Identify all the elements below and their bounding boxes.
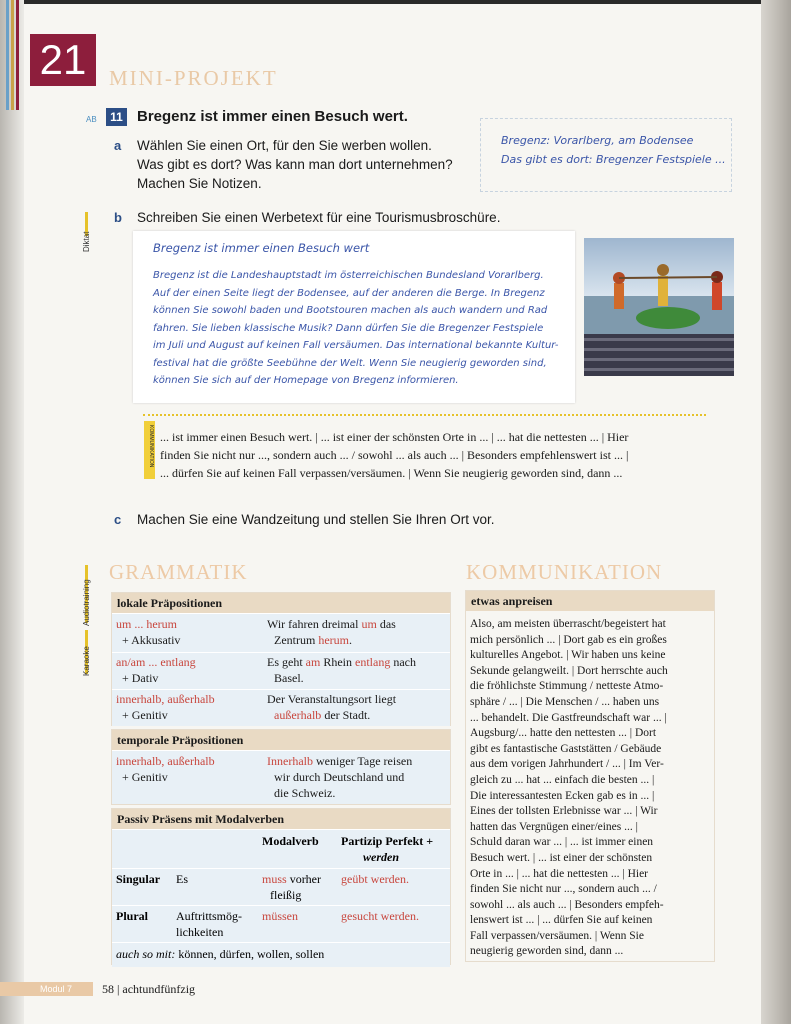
task-number: 11 (106, 108, 127, 126)
subject: Auftrittsmög- (176, 909, 242, 923)
kommunikation-line: Augsburg/... hatte den nettesten ... | Dort (470, 727, 657, 740)
partizip: geübt werden. (341, 872, 409, 886)
row-label: Singular (116, 872, 161, 886)
festival-photo-graphic (584, 238, 734, 376)
table-row (112, 689, 450, 726)
kommunikation-line: aus dem vorigen Jahrhundert / ... | Im Ver- (470, 758, 664, 771)
kommunikation-body (470, 617, 712, 960)
preposition: an/am ... entlang (116, 655, 196, 669)
task-a-line: Wählen Sie einen Ort, für den Sie werben wollen. (137, 138, 432, 153)
example: Zentrum herum. (274, 633, 352, 647)
task-a-line: Was gibt es dort? Was kann man dort unternehmen? (137, 157, 453, 172)
note-line: Das gibt es dort: Bregenzer Festspiele ... (501, 153, 726, 166)
example: Der Veranstaltungsort liegt (267, 692, 397, 706)
partizip: gesucht werden. (341, 909, 419, 923)
essay-line: festival hat die größte Seebühne der Welt. Wenn Sie neugierig geworden sind, (153, 357, 547, 369)
case: + Akkusativ (122, 633, 181, 647)
kommunikation-line: lenswert ist ... | ... dürfen Sie auf keinen (470, 914, 653, 927)
notes-box (480, 118, 732, 192)
book-spine-shadow (761, 0, 791, 1024)
example: außerhalb der Stadt. (274, 708, 371, 722)
kommunikation-line: gleich zu ... hat ... einfach die besten ... | (470, 773, 655, 786)
page-left-edge (0, 0, 24, 1024)
task-c-text: Machen Sie eine Wandzeitung und stellen Sie Ihren Ort vor. (137, 512, 495, 527)
essay-line: Auf der einen Seite liegt der Bodensee, auf der anderen die Berge. In Bregenz (153, 287, 545, 299)
kommunikation-line: die fröhlichste Stimmung / netteste Atmo- (470, 680, 664, 693)
case: + Genitiv (122, 708, 168, 722)
kommunikation-line: Eines der tollsten Erlebnisse war ... | Wir (470, 805, 658, 818)
modul-tab (0, 982, 93, 996)
table-row (112, 829, 450, 868)
task-letter-b: b (114, 210, 122, 225)
temporale-praepositionen-table (111, 729, 451, 805)
edge-strip (16, 0, 19, 110)
sample-essay (133, 231, 575, 403)
kommunikation-line: Fall verpassen/versäumen. | Wenn Sie (470, 929, 644, 942)
edge-strip (6, 0, 9, 110)
modal: fleißig (270, 888, 302, 902)
kommunikation-line: sowohl ... als auch ... | Besonders empfeh- (470, 898, 664, 911)
top-border (24, 0, 761, 4)
kommunikation-tag-label: KOMMUNIKATION (148, 425, 154, 468)
essay-body (153, 267, 571, 390)
modal: müssen (262, 909, 298, 923)
phrase-line: ... ist immer einen Besuch wert. | ... ist einer der schönsten Orte in ... | ... hat die nettesten ... | Hier (160, 430, 629, 444)
example: Basel. (274, 671, 304, 685)
table-header: Passiv Präsens mit Modalverben (112, 809, 450, 829)
kommunikation-title: KOMMUNIKATION (466, 560, 663, 584)
kommunikation-line: Schuld daran war ... | ... ist immer einen (470, 836, 654, 849)
kommunikation-line: ... behandelt. Die Gastfreundschaft war ... | (470, 711, 667, 724)
kommunikation-line: mich persönlich ... | Dort gab es ein großes (470, 633, 667, 646)
festival-photo (584, 238, 734, 376)
table-row (112, 905, 450, 942)
grammatik-title: GRAMMATIK (109, 560, 248, 584)
preposition: innerhalb, außerhalb (116, 692, 215, 706)
phrase-text (160, 428, 710, 482)
table-row (112, 868, 450, 905)
table-header: temporale Präpositionen (112, 730, 450, 750)
preposition: um ... herum (116, 617, 177, 631)
phrase-line: ... dürfen Sie auf keinen Fall verpassen/versäumen. | Wenn Sie neugierig geworden sind, dann ... (160, 466, 623, 480)
table-header: lokale Präpositionen (112, 593, 450, 613)
column-header: werden (363, 850, 399, 864)
task-title: Bregenz ist immer einen Besuch wert. (137, 108, 408, 125)
example: Wir fahren dreimal um das (267, 617, 396, 631)
section-title: MINI-PROJEKT (109, 66, 278, 90)
diktat-label: Diktat (82, 231, 91, 252)
task-letter-a: a (114, 138, 122, 153)
kommunikation-line: Besuch wert. | ... ist einer der schönsten (470, 851, 653, 864)
kommunikation-line: kulturelles Angebot. | Wir haben uns keine (470, 649, 666, 662)
case: + Dativ (122, 671, 159, 685)
example: wir durch Deutschland und (274, 770, 405, 784)
also-note: auch so mit: können, dürfen, wollen, sollen (116, 947, 325, 961)
table-row (112, 750, 450, 804)
phrase-line: finden Sie nicht nur ..., sondern auch ... / sowohl ... als auch ... | Besonders empfehlenswert ist ... | (160, 448, 629, 462)
column-header: Partizip Perfekt + (341, 834, 434, 848)
chapter-number: 21 (30, 34, 96, 86)
table-row (112, 652, 450, 689)
example: Innerhalb weniger Tage reisen (267, 754, 413, 768)
table-row (112, 613, 450, 652)
column-header: Modalverb (262, 834, 319, 848)
ab-marker: AB (86, 115, 97, 124)
audiotraining-label: Audiotraining (82, 579, 91, 626)
subject: lichkeiten (176, 925, 224, 939)
table-footer-row (112, 942, 450, 967)
task-b-text: Schreiben Sie einen Werbetext für eine Tourismusbroschüre. (137, 210, 501, 225)
essay-line: können Sie sich auf der Homepage von Bregenz informieren. (153, 375, 459, 386)
task-letter-c: c (114, 512, 122, 527)
kommunikation-line: Orte in ... | ... hat die nettesten ... | Hier (470, 867, 649, 880)
kommunikation-tag (144, 421, 155, 479)
kommunikation-line: sphäre / ... | Die Menschen / ... haben uns (470, 695, 660, 708)
table-header: etwas anpreisen (466, 591, 714, 611)
kommunikation-line: gibt es fantastische Gaststätten / Gebäude (470, 742, 662, 755)
kommunikation-line: neugierig geworden sind, dann ... (470, 945, 624, 958)
essay-line: im Juli und August auf keinen Fall versäumen. Das international bekannte Kultur- (153, 340, 559, 351)
essay-line: können Sie sowohl baden und Bootstouren machen als auch wandern und Rad (153, 305, 548, 316)
page-number: 58 | achtundfünfzig (102, 982, 196, 996)
passiv-table (111, 808, 451, 965)
essay-line: fahren. Sie lieben klassische Musik? Dann dürfen Sie die Bregenzer Festspiele (153, 322, 544, 334)
modal: muss vorher (262, 872, 322, 886)
kommunikation-line: Sekunde gelangweilt. | Dort herrschte auch (470, 664, 668, 677)
karaoke-label: Karaoke (82, 646, 91, 676)
essay-title: Bregenz ist immer einen Besuch wert (153, 241, 370, 255)
lokale-praepositionen-table (111, 592, 451, 726)
edge-strip (11, 0, 14, 110)
kommunikation-line: hatten das Vergnügen einer/eines ... | (470, 820, 638, 833)
case: + Genitiv (122, 770, 168, 784)
modul-label: Modul 7 (40, 984, 73, 994)
kommunikation-line: finden Sie nicht nur ..., sondern auch ... / (470, 883, 657, 896)
essay-line: Bregenz ist die Landeshauptstadt im österreichischen Bundesland Vorarlberg. (153, 270, 544, 281)
subject: Es (176, 872, 188, 886)
example: die Schweiz. (274, 786, 336, 800)
kommunikation-line: Die interessantesten Ecken gab es in ... | (470, 789, 655, 802)
kommunikation-line: Also, am meisten überrascht/begeistert hat (470, 618, 666, 630)
example: Es geht am Rhein entlang nach (267, 655, 416, 669)
preposition: innerhalb, außerhalb (116, 754, 215, 768)
note-line: Bregenz: Vorarlberg, am Bodensee (501, 134, 694, 147)
row-label: Plural (116, 909, 148, 923)
task-a-line: Machen Sie Notizen. (137, 176, 262, 191)
kommunikation-table (465, 590, 715, 962)
